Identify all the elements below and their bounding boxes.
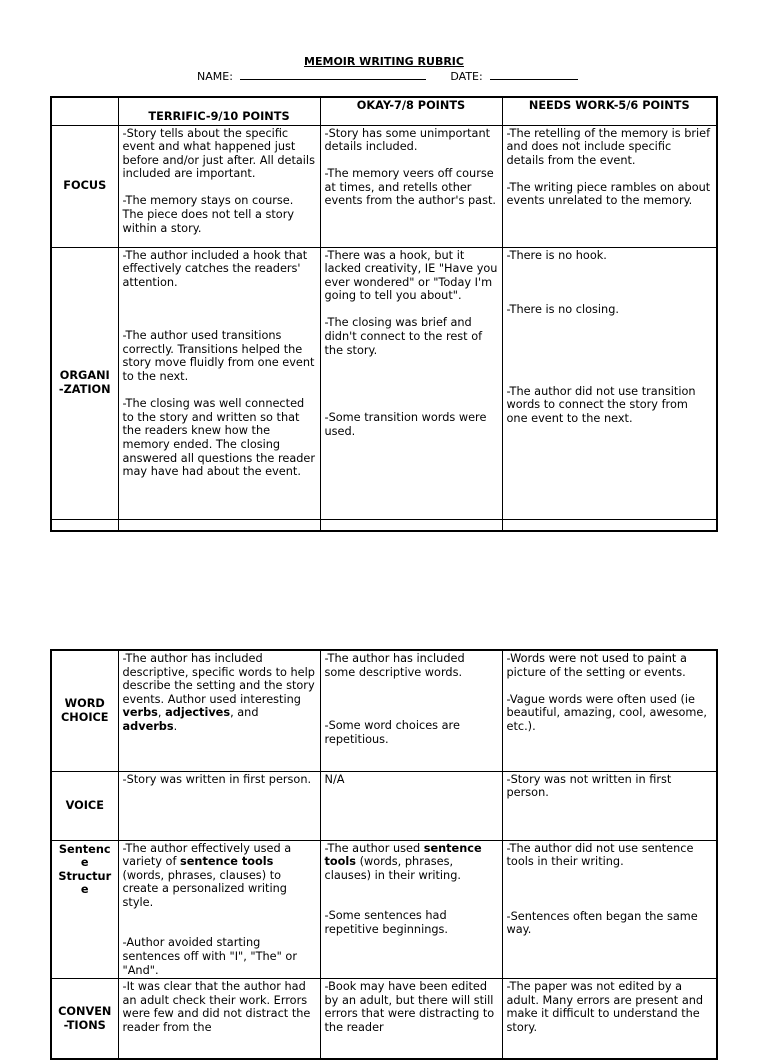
sentence-okay bbox=[320, 840, 502, 979]
rubric-table-1 bbox=[50, 96, 718, 532]
word-choice-terrific-text bbox=[123, 652, 316, 734]
sentence-terrific bbox=[118, 840, 320, 979]
organization-needs-work-2: -There is no closing. bbox=[506, 303, 619, 317]
header-terrific: TERRIFIC-9/10 POINTS bbox=[118, 97, 320, 125]
category-voice: VOICE bbox=[51, 771, 118, 840]
name-date-line bbox=[197, 69, 578, 83]
focus-terrific-1: -Story tells about the specific event and what happened just before and/or just after. All details included are important. bbox=[122, 126, 315, 181]
empty-cell-4 bbox=[502, 519, 717, 531]
category-sentence-line4: e bbox=[80, 883, 89, 897]
organization-needs-work bbox=[502, 247, 717, 519]
word-choice-sep2: , and bbox=[230, 706, 259, 720]
sentence-okay-2: -Some sentences had repetitive beginnings. bbox=[324, 909, 449, 936]
focus-needs-work bbox=[502, 125, 717, 247]
category-organization bbox=[51, 247, 118, 519]
word-choice-okay-2: -Some word choices are repetitious. bbox=[324, 719, 460, 746]
empty-cell-1 bbox=[51, 519, 118, 531]
organization-terrific-3: -The closing was well connected to the story and written so that the readers knew how the memory ended. The closing answered all questions the reader may have had about the event. bbox=[122, 397, 316, 479]
word-choice-terrific bbox=[118, 650, 320, 771]
organization-terrific bbox=[118, 247, 320, 519]
rubric-table-2 bbox=[50, 649, 718, 1060]
sentence-terrific-pre: -The author effectively used a variety of bbox=[122, 841, 292, 869]
word-choice-sep1: , bbox=[157, 706, 166, 720]
focus-okay-1: -Story has some unimportant details included. bbox=[324, 126, 491, 154]
focus-terrific-2: -The memory stays on course. The piece does not tell a story within a story. bbox=[122, 194, 295, 235]
category-word-choice-line1: WORD bbox=[64, 697, 105, 711]
category-organization-line1: ORGANI bbox=[59, 369, 110, 383]
word-choice-end: . bbox=[173, 719, 178, 733]
conventions-terrific: -It was clear that the author had an adult check their work. Errors were few and did not distract the reader from the bbox=[118, 979, 320, 1059]
row-voice bbox=[51, 771, 717, 840]
organization-okay-3: -Some transition words were used. bbox=[324, 411, 487, 438]
organization-needs-work-1: -There is no hook. bbox=[506, 248, 607, 262]
row-focus bbox=[51, 125, 717, 247]
category-focus: FOCUS bbox=[51, 125, 118, 247]
sentence-okay-bold: sentence tools bbox=[324, 841, 482, 869]
name-blank[interactable] bbox=[240, 69, 426, 80]
organization-terrific-1: -The author included a hook that effectively catches the readers' attention. bbox=[122, 248, 308, 289]
focus-needs-work-2: -The writing piece rambles on about events unrelated to the memory. bbox=[506, 180, 711, 208]
category-conventions bbox=[51, 979, 118, 1059]
sentence-okay-1 bbox=[325, 842, 498, 883]
word-choice-needs-work bbox=[502, 650, 717, 771]
voice-needs-work: -Story was not written in first person. bbox=[502, 771, 717, 840]
focus-okay bbox=[320, 125, 502, 247]
word-choice-adjectives: adjectives bbox=[165, 706, 231, 720]
row-organization bbox=[51, 247, 717, 519]
row-empty bbox=[51, 519, 717, 531]
category-conventions-line1: CONVEN bbox=[58, 1005, 112, 1019]
word-choice-terrific-lead: -The author has included descriptive, specific words to help describe the setting and the story events. Author used interesting bbox=[122, 652, 315, 706]
sentence-terrific-1 bbox=[123, 842, 316, 910]
sentence-okay-post: (words, phrases, clauses) in their writing. bbox=[324, 855, 461, 882]
organization-terrific-2: -The author used transitions correctly. Transitions helped the story move fluidly from one event to the next. bbox=[122, 329, 315, 384]
category-sentence-line3: Structur bbox=[58, 869, 112, 883]
category-sentence-structure bbox=[51, 840, 118, 979]
category-sentence-line2: e bbox=[80, 856, 89, 870]
date-blank[interactable] bbox=[490, 69, 578, 80]
conventions-okay: -Book may have been edited by an adult, but there will still errors that were distracting to the reader bbox=[320, 979, 502, 1059]
page-title: MEMOIR WRITING RUBRIC bbox=[304, 55, 464, 68]
word-choice-okay-1: -The author has included some descriptive words. bbox=[324, 652, 465, 679]
row-sentence-structure bbox=[51, 840, 717, 979]
header-row bbox=[51, 97, 717, 125]
sentence-needs-work bbox=[502, 840, 717, 979]
sentence-terrific-bold: sentence tools bbox=[180, 855, 274, 869]
organization-okay bbox=[320, 247, 502, 519]
organization-needs-work-3: -The author did not use transition words to connect the story from one event to the next. bbox=[506, 384, 696, 425]
header-okay: OKAY-7/8 POINTS bbox=[320, 97, 502, 125]
category-word-choice-line2: CHOICE bbox=[60, 710, 109, 724]
sentence-terrific-post: (words, phrases, clauses) to create a personalized writing style. bbox=[122, 868, 287, 909]
voice-terrific: -Story was written in first person. bbox=[118, 771, 320, 840]
organization-okay-2: -The closing was brief and didn't connect to the rest of the story. bbox=[324, 316, 483, 357]
category-organization-line2: -ZATION bbox=[58, 383, 111, 396]
row-conventions bbox=[51, 979, 717, 1059]
sentence-needs-work-1: -The author did not use sentence tools in their writing. bbox=[506, 841, 694, 869]
word-choice-needs-work-2: -Vague words were often used (ie beautiful, amazing, cool, awesome, etc.). bbox=[506, 692, 707, 733]
date-label: DATE: bbox=[450, 70, 483, 83]
conventions-needs-work: -The paper was not edited by a adult. Many errors are present and make it difficult to understand the story. bbox=[502, 979, 717, 1059]
sentence-okay-pre: -The author used bbox=[324, 841, 424, 855]
header-blank bbox=[51, 97, 118, 125]
category-sentence-line1: Sentenc bbox=[58, 842, 111, 856]
row-word-choice bbox=[51, 650, 717, 771]
voice-okay: N/A bbox=[320, 771, 502, 840]
sentence-terrific-2: -Author avoided starting sentences off with "I", "The" or "And". bbox=[122, 936, 297, 977]
word-choice-verbs: verbs bbox=[122, 706, 158, 720]
empty-cell-3 bbox=[320, 519, 502, 531]
name-label: NAME: bbox=[197, 70, 233, 83]
sentence-needs-work-2: -Sentences often began the same way. bbox=[506, 909, 698, 937]
category-word-choice bbox=[51, 650, 118, 771]
word-choice-adverbs: adverbs bbox=[122, 719, 174, 733]
focus-needs-work-1: -The retelling of the memory is brief and does not include specific details from the event. bbox=[506, 126, 711, 167]
word-choice-okay bbox=[320, 650, 502, 771]
header-needs-work: NEEDS WORK-5/6 POINTS bbox=[502, 97, 717, 125]
category-conventions-line2: -TIONS bbox=[63, 1018, 106, 1032]
word-choice-needs-work-1: -Words were not used to paint a picture of the setting or events. bbox=[506, 652, 687, 679]
organization-okay-1: -There was a hook, but it lacked creativity, IE "Have you ever wondered" or "Today I'm going to tell you about". bbox=[324, 248, 498, 303]
focus-terrific bbox=[118, 125, 320, 247]
focus-okay-2: -The memory veers off course at times, and retells other events from the author's past. bbox=[324, 167, 496, 208]
empty-cell-2 bbox=[118, 519, 320, 531]
